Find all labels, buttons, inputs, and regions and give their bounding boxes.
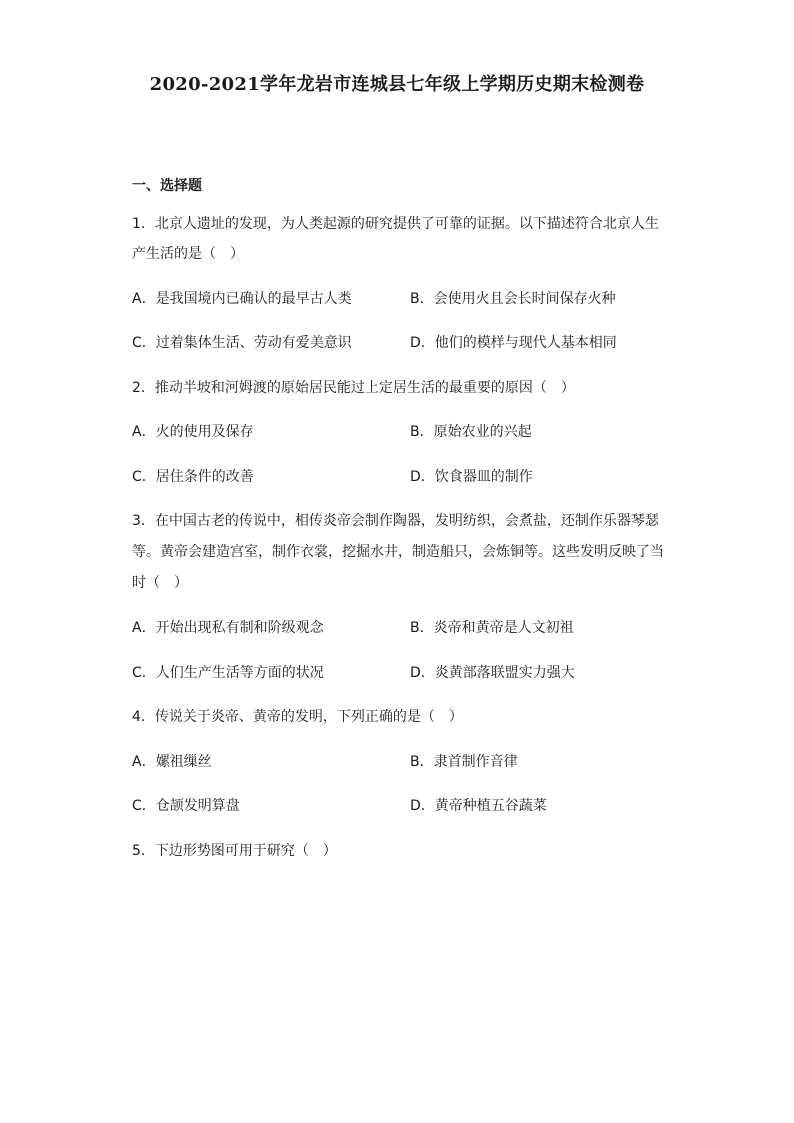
question-2-option-b: B．原始农业的兴起	[410, 424, 532, 440]
question-1-line-2: 产生活的是（ ）	[132, 246, 244, 262]
question-4-option-d: D．黄帝种植五谷蔬菜	[410, 798, 547, 814]
question-3-option-b: B．炎帝和黄帝是人文初祖	[410, 620, 574, 636]
question-1-option-d: D．他们的模样与现代人基本相同	[410, 335, 617, 351]
question-4-option-b: B．隶首制作音律	[410, 754, 518, 770]
question-2-option-c: C．居住条件的改善	[132, 469, 254, 485]
question-1-option-c: C．过着集体生活、劳动有爱美意识	[132, 335, 352, 351]
question-2-option-d: D．饮食器皿的制作	[410, 469, 533, 485]
section-heading: 一、选择题	[132, 178, 202, 194]
document-title: 2020-2021学年龙岩市连城县七年级上学期历史期末检测卷	[149, 74, 645, 95]
question-3-line-3: 时（ ）	[132, 575, 188, 591]
question-1-option-a: A．是我国境内已确认的最早古人类	[132, 291, 352, 307]
question-1-option-b: B．会使用火且会长时间保存火种	[410, 291, 616, 307]
question-3-option-a: A．开始出现私有制和阶级观念	[132, 620, 324, 636]
question-3-option-d: D．炎黄部落联盟实力强大	[410, 665, 575, 681]
question-4-option-c: C．仓颉发明算盘	[132, 798, 240, 814]
question-4-line-1: 4．传说关于炎帝、黄帝的发明，下列正确的是（ ）	[132, 709, 463, 725]
question-3-line-1: 3．在中国古老的传说中，相传炎帝会制作陶器，发明纺织，会煮盐，还制作乐器琴瑟	[132, 513, 659, 529]
question-5-line-1: 5．下边形势图可用于研究（ ）	[132, 843, 337, 859]
question-2-line-1: 2．推动半坡和河姆渡的原始居民能过上定居生活的最重要的原因（ ）	[132, 380, 575, 396]
question-2-option-a: A．火的使用及保存	[132, 424, 254, 440]
question-1-line-1: 1．北京人遗址的发现，为人类起源的研究提供了可靠的证据。以下描述符合北京人生	[132, 216, 659, 232]
question-3-line-2: 等。黄帝会建造宫室，制作衣裳，挖掘水井，制造船只，会炼铜等。这些发明反映了当	[132, 544, 664, 560]
question-3-option-c: C．人们生产生活等方面的状况	[132, 665, 324, 681]
question-4-option-a: A．嫘祖缫丝	[132, 754, 212, 770]
